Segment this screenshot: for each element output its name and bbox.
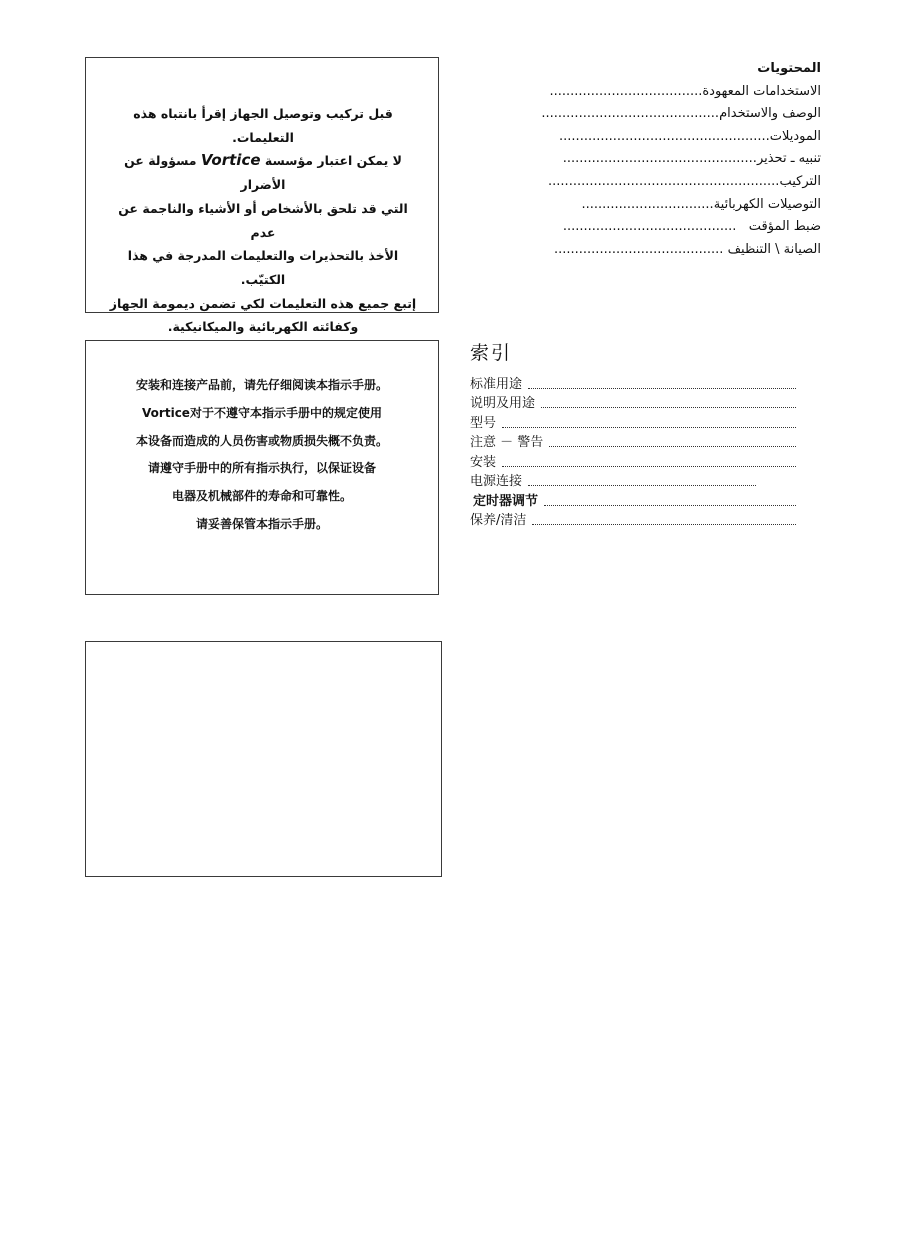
chinese-toc-leader — [549, 433, 796, 447]
chinese-toc-item[interactable] — [470, 509, 796, 529]
arabic-toc-item-label: ضبط المؤقت — [748, 219, 821, 235]
chinese-toc-item-label: 注意 － 警告 — [470, 435, 544, 450]
arabic-toc-item-label: الوصف والاستخدام — [719, 106, 821, 122]
arabic-toc — [476, 58, 821, 261]
chinese-notice-line: 请遵守手册中的所有指示执行，以保证设备 — [147, 461, 376, 476]
arabic-notice-line: التي قد تلحق بالأشخاص أو الأشياء والناجمة عن عدم — [118, 200, 408, 240]
empty-notice-box — [85, 641, 442, 877]
chinese-toc-item-label: 安装 — [470, 454, 497, 470]
arabic-toc-leader: ............................................... — [562, 151, 757, 167]
arabic-toc-item[interactable] — [476, 171, 821, 194]
chinese-toc-leader — [528, 472, 756, 486]
arabic-notice-text — [106, 102, 420, 363]
arabic-notice-line: قبل تركيب وتوصيل الجهاز إقرأ بانتباه هذه — [133, 106, 393, 121]
arabic-toc-leader: ................................ — [581, 196, 714, 212]
arabic-toc-item-label: الصيانة \ التنظيف — [727, 241, 821, 257]
arabic-toc-item[interactable] — [476, 239, 821, 262]
chinese-toc-item[interactable] — [470, 411, 796, 431]
arabic-toc-item[interactable] — [476, 216, 821, 239]
chinese-toc-item-label: 说明及用途 — [470, 396, 536, 411]
arabic-toc-leader: ................................................... — [559, 128, 770, 144]
arabic-notice-line: وكفائته الكهربائية والميكانيكية. — [167, 319, 359, 335]
chinese-notice-line: 安装和连接产品前，请先仔细阅读本指示手册。 — [135, 378, 388, 392]
chinese-notice-line: 电器及机械部件的寿命和可靠性。 — [171, 489, 352, 504]
arabic-toc-item[interactable] — [476, 81, 821, 104]
chinese-toc-leader — [532, 511, 796, 525]
arabic-notice-box — [85, 57, 439, 335]
chinese-toc-item[interactable] — [470, 470, 796, 490]
arabic-toc-leader: .......................................... — [562, 219, 737, 235]
arabic-toc-item-label: تنبيه ـ تحذير — [756, 151, 821, 167]
arabic-notice-line: التعليمات. — [232, 129, 294, 145]
chinese-notice-line: Vortice对于不遵守本指示手册中的规定使用 — [142, 405, 382, 420]
chinese-toc-item-label: 型号 — [470, 415, 497, 431]
arabic-toc-item[interactable] — [476, 148, 821, 171]
arabic-toc-item[interactable] — [476, 194, 821, 217]
chinese-toc-item[interactable] — [470, 392, 796, 412]
arabic-notice-line: إتبع جميع هذه التعليمات لكي تضمن ديمومة الجهاز — [109, 295, 417, 311]
arabic-notice-line — [106, 149, 420, 196]
chinese-toc-leader — [528, 375, 796, 389]
chinese-toc-item[interactable] — [470, 372, 796, 392]
arabic-notice-line-part: مسؤولة عن الأضرار — [124, 153, 286, 193]
chinese-notice-line: 请妥善保管本指示手册。 — [195, 516, 328, 531]
chinese-toc-leader — [502, 414, 796, 428]
arabic-toc-leader: ......................................... — [553, 241, 724, 257]
chinese-toc — [470, 340, 796, 528]
chinese-toc-leader — [544, 492, 796, 506]
chinese-toc-item[interactable] — [470, 431, 796, 451]
chinese-toc-item-label: 保养/清洁 — [470, 513, 527, 528]
chinese-toc-item[interactable] — [470, 489, 796, 509]
chinese-notice-line: 本设备而造成的人员伤害或物质损失概不负责。 — [135, 433, 388, 448]
arabic-notice-line: الأخذ بالتحذيرات والتعليمات المدرجة في هذا الكتيّب. — [127, 248, 399, 287]
arabic-notice-line-part: لا يمكن اعتبار مؤسسة — [264, 153, 402, 169]
brand-name: Vortice — [200, 151, 261, 170]
arabic-toc-title: المحتويات — [757, 61, 821, 76]
arabic-toc-leader: ........................................................ — [548, 173, 780, 189]
arabic-toc-leader: ........................................... — [541, 106, 720, 122]
arabic-toc-item[interactable] — [476, 103, 821, 126]
chinese-toc-item-label: 电源连接 — [470, 474, 523, 489]
chinese-notice-box — [85, 340, 439, 595]
chinese-toc-item-label: 标准用途 — [470, 376, 523, 392]
chinese-toc-item-label: 定时器调节 — [473, 493, 539, 509]
arabic-toc-item-label: التركيب — [779, 173, 821, 189]
arabic-toc-item-label: الموديلات — [769, 128, 821, 144]
arabic-toc-item[interactable] — [476, 126, 821, 149]
arabic-toc-item-label: الاستخدامات المعهودة — [702, 83, 821, 99]
arabic-toc-item-label: التوصيلات الكهربائية — [713, 196, 821, 212]
chinese-toc-item[interactable] — [470, 450, 796, 470]
chinese-notice-text — [92, 372, 432, 539]
chinese-toc-leader — [541, 394, 796, 408]
chinese-toc-title: 索引 — [470, 342, 513, 364]
arabic-toc-leader: ..................................... — [549, 83, 703, 99]
chinese-toc-leader — [502, 453, 796, 467]
